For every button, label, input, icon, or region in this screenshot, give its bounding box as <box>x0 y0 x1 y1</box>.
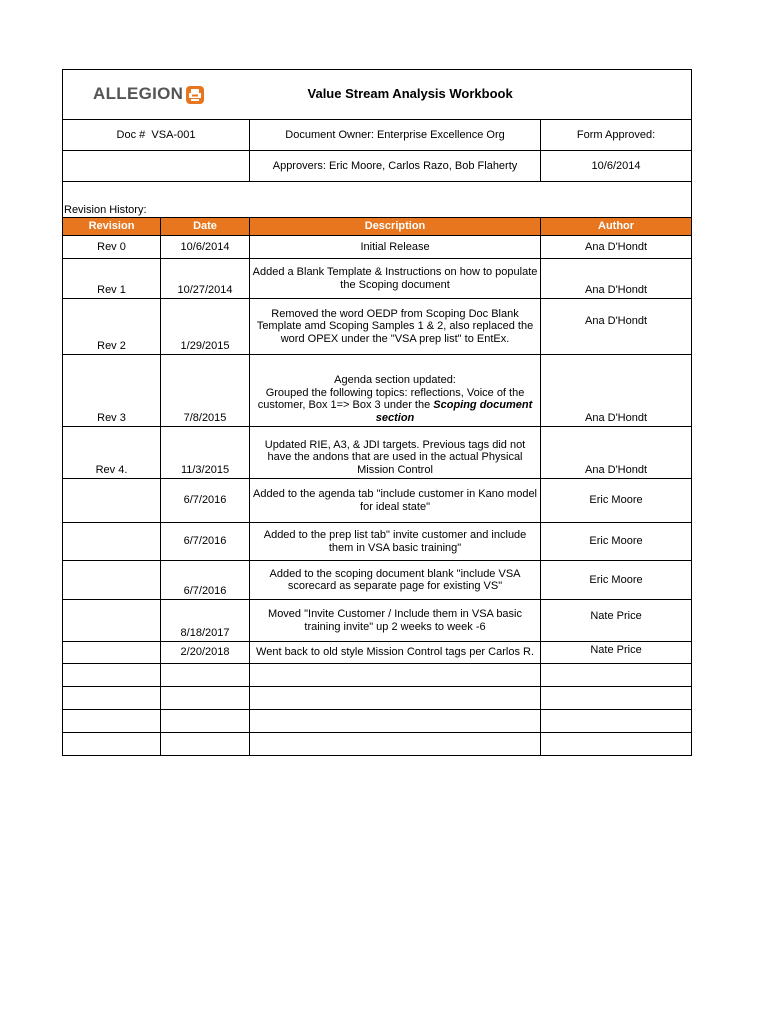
revision-cell: Rev 4. <box>63 427 161 479</box>
approvers-row <box>63 151 692 182</box>
date-cell: 6/7/2016 <box>161 479 250 523</box>
author-cell: Nate Price <box>541 642 692 664</box>
table-row <box>63 600 692 642</box>
author-cell: Eric Moore <box>541 479 692 523</box>
author-cell: Nate Price <box>541 600 692 642</box>
author-cell: Ana D'Hondt <box>541 299 692 355</box>
workbook-sheet <box>62 69 691 756</box>
empty-cell <box>541 687 692 710</box>
description-cell: Updated RIE, A3, & JDI targets. Previous tags did not have the andons that are used in the actual Physical Mission Control <box>250 427 541 479</box>
description-cell: Added to the scoping document blank "include VSA scorecard as separate page for existing VS" <box>250 561 541 600</box>
description-cell: Added to the prep list tab" invite customer and include them in VSA basic training" <box>250 523 541 561</box>
description-cell: Added a Blank Template & Instructions on how to populate the Scoping document <box>250 259 541 299</box>
empty-cell <box>63 687 161 710</box>
table-row <box>63 642 692 664</box>
description-cell: Moved "Invite Customer / Include them in VSA basic training invite" up 2 weeks to week -6 <box>250 600 541 642</box>
empty-cell <box>63 733 161 756</box>
table-row <box>63 355 692 427</box>
date-cell: 10/6/2014 <box>161 236 250 259</box>
column-header-revision: Revision <box>63 218 161 236</box>
author-cell: Ana D'Hondt <box>541 236 692 259</box>
logo-text: ALLEGION <box>93 84 184 104</box>
workbook-table <box>62 69 692 756</box>
description-cell: Removed the word OEDP from Scoping Doc Blank Template amd Scoping Samples 1 & 2, also replaced the word OPEX under the "VSA prep list" to EntEx. <box>250 299 541 355</box>
revision-cell: Rev 3 <box>63 355 161 427</box>
doc-number-cell <box>63 120 250 151</box>
title-row <box>63 70 692 120</box>
doc-number: VSA-001 <box>151 128 196 141</box>
description-cell <box>250 355 541 427</box>
approved-date: 10/6/2014 <box>541 151 692 182</box>
empty-cell <box>541 664 692 687</box>
empty-cell <box>161 664 250 687</box>
revision-cell: Rev 1 <box>63 259 161 299</box>
form-approved-label: Form Approved: <box>541 120 692 151</box>
empty-cell <box>161 710 250 733</box>
description-cell: Added to the agenda tab "include customer in Kano model for ideal state" <box>250 479 541 523</box>
revision-header-row <box>63 218 692 236</box>
revision-cell <box>63 479 161 523</box>
column-header-author: Author <box>541 218 692 236</box>
table-row <box>63 523 692 561</box>
empty-cell <box>63 710 161 733</box>
revision-cell: Rev 2 <box>63 299 161 355</box>
logo-mark-icon <box>186 86 204 104</box>
table-row <box>63 479 692 523</box>
author-cell: Ana D'Hondt <box>541 355 692 427</box>
description-line: Agenda section updated: <box>334 374 456 386</box>
empty-cell <box>63 664 161 687</box>
empty-cell <box>63 151 250 182</box>
empty-row <box>63 687 692 710</box>
empty-cell <box>250 687 541 710</box>
author-cell: Ana D'Hondt <box>541 259 692 299</box>
revision-cell: Rev 0 <box>63 236 161 259</box>
empty-cell <box>541 733 692 756</box>
doc-info-row <box>63 120 692 151</box>
date-cell: 6/7/2016 <box>161 561 250 600</box>
description-line: Grouped the following topics: reflections, Voice of the customer, Box 1=> Box 3 under the <box>257 386 525 411</box>
revision-history-label-row <box>63 182 692 218</box>
table-row <box>63 299 692 355</box>
date-cell: 1/29/2015 <box>161 299 250 355</box>
description-cell: Went back to old style Mission Control tags per Carlos R. <box>250 642 541 664</box>
table-row <box>63 561 692 600</box>
empty-cell <box>250 710 541 733</box>
allegion-logo <box>93 86 204 104</box>
date-cell: 2/20/2018 <box>161 642 250 664</box>
revision-cell <box>63 642 161 664</box>
revision-cell <box>63 600 161 642</box>
empty-row <box>63 710 692 733</box>
empty-cell <box>250 664 541 687</box>
table-row <box>63 427 692 479</box>
author-cell: Eric Moore <box>541 523 692 561</box>
date-cell: 11/3/2015 <box>161 427 250 479</box>
logo-cell <box>63 70 250 120</box>
doc-owner: Document Owner: Enterprise Excellence Org <box>250 120 541 151</box>
date-cell: 8/18/2017 <box>161 600 250 642</box>
table-row <box>63 236 692 259</box>
description-cell: Initial Release <box>250 236 541 259</box>
date-cell: 10/27/2014 <box>161 259 250 299</box>
description-emphasis: Scoping document section <box>375 399 533 424</box>
date-cell: 7/8/2015 <box>161 355 250 427</box>
revision-cell <box>63 523 161 561</box>
approvers: Approvers: Eric Moore, Carlos Razo, Bob Flaherty <box>250 151 541 182</box>
doc-label: Doc # <box>116 128 146 141</box>
column-header-description: Description <box>250 218 541 236</box>
empty-cell <box>250 733 541 756</box>
author-cell: Ana D'Hondt <box>541 427 692 479</box>
empty-cell <box>161 687 250 710</box>
author-cell: Eric Moore <box>541 561 692 600</box>
empty-cell <box>541 710 692 733</box>
table-row <box>63 259 692 299</box>
column-header-date: Date <box>161 218 250 236</box>
date-cell: 6/7/2016 <box>161 523 250 561</box>
empty-row <box>63 664 692 687</box>
revision-history-label: Revision History: <box>63 182 692 218</box>
page-title: Value Stream Analysis Workbook <box>250 70 692 120</box>
revision-cell <box>63 561 161 600</box>
empty-row <box>63 733 692 756</box>
empty-cell <box>161 733 250 756</box>
